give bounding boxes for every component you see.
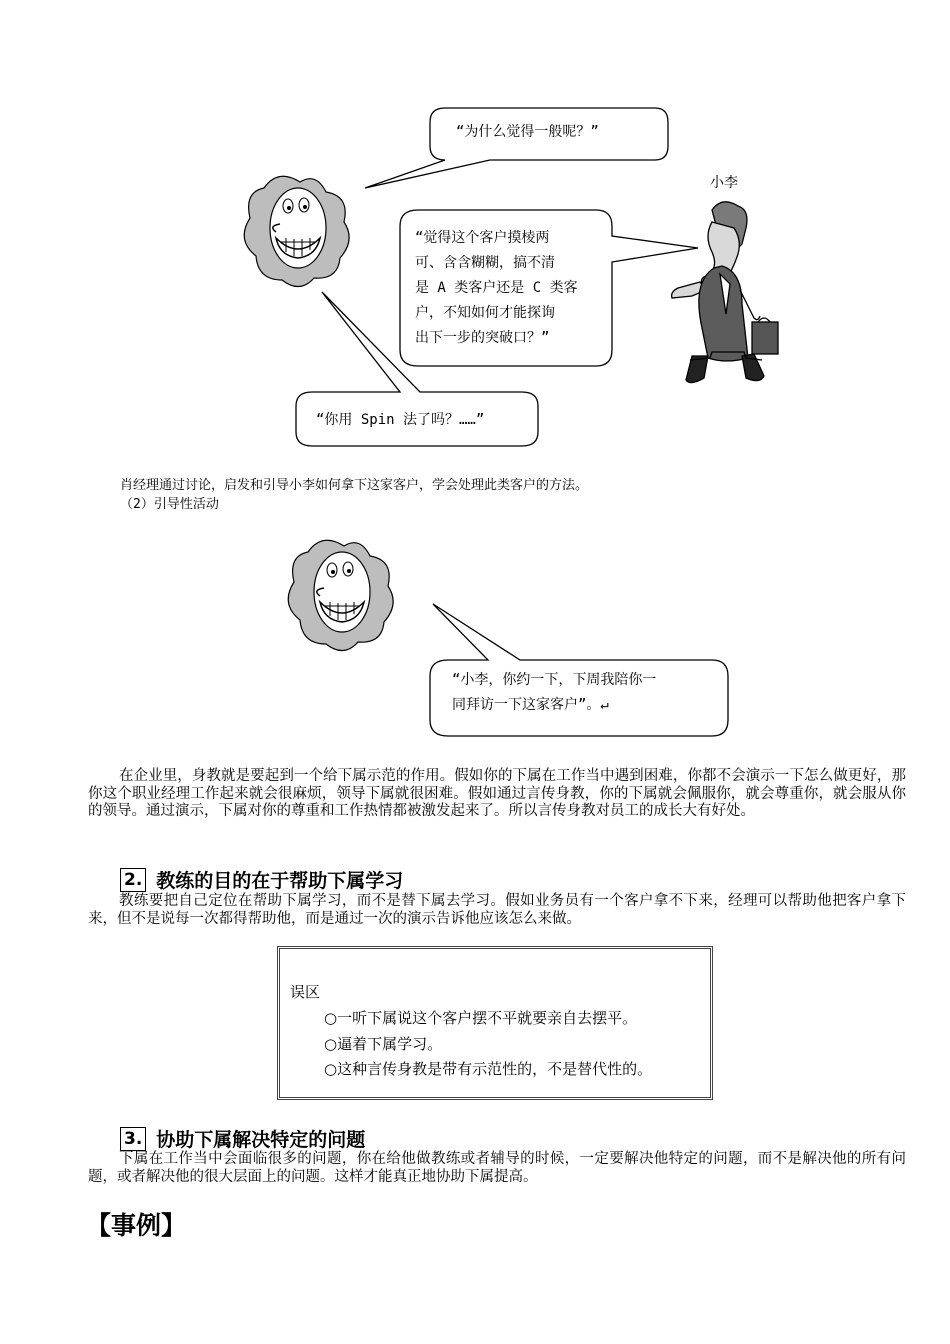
scene2-illustration xyxy=(0,520,950,760)
paragraph-demonstration: 在企业里，身教就是要起到一个给下属示范的作用。假如你的下属在工作当中遇到困难，你都不会演示一下怎么做更好，那你这个职业经理工作起来就会很麻烦，领导下属就很困难。假如通过言传身教，你的下属就会佩服你，就会尊重你，就会服从你的领导。通过演示，下属对你的尊重和工作热情都被激发起来了。所以言传身教对员工的成长大有好处。 xyxy=(88,768,906,819)
bubble-right-line: 可、含含糊糊，搞不清 xyxy=(415,255,555,271)
scene1-caption: 肖经理通过讨论，启发和引导小李如何拿下这家客户，学会处理此类客户的方法。 xyxy=(120,478,589,493)
misconception-item: ○这种言传身教是带有示范性的，不是替代性的。 xyxy=(324,1060,653,1078)
section-heading-2 xyxy=(120,866,403,893)
paragraph-specific-problems: 下属在工作当中会面临很多的问题，你在给他做教练或者辅导的时候，一定要解决他特定的问题，而不是解决他的所有问题，或者解决他的很大层面上的问题。这样才能真正地协助下属提高。 xyxy=(88,1151,906,1185)
section-title: 教练的目的在于帮助下属学习 xyxy=(156,870,404,892)
xiaoli-figure-icon xyxy=(672,202,778,383)
xiaoli-name-label: 小李 xyxy=(710,175,738,191)
misconception-box xyxy=(277,946,713,1100)
paragraph-help-learning: 教练要把自己定位在帮助下属学习，而不是替下属去学习。假如业务员有一个客户拿不下来，经理可以帮助他把客户拿下来，但不是说每一次都得帮助他，而是通过一次的演示告诉他应该怎么来做。 xyxy=(88,893,906,927)
scene2-bubble-line: 同拜访一下这家客户”。↵ xyxy=(452,697,609,713)
manager-face-icon-2 xyxy=(288,540,393,650)
section-title: 协助下属解决特定的问题 xyxy=(156,1129,366,1151)
case-study-title: 【事例】 xyxy=(86,1211,187,1240)
manager-face-icon xyxy=(244,176,349,286)
misconception-item: ○一听下属说这个客户摆不平就要亲自去摆平。 xyxy=(324,1009,638,1027)
bubble-bottom-text: “你用 Spin 法了吗？……” xyxy=(316,412,485,428)
scene2-bubble-line: “小李，你约一下，下周我陪你一 xyxy=(452,672,657,688)
section-number: 2. xyxy=(120,868,146,892)
bubble-top-text: “为什么觉得一般呢？” xyxy=(456,124,599,140)
section-heading-3 xyxy=(120,1125,365,1152)
section-number: 3. xyxy=(120,1127,146,1151)
subsection-title-guiding-activity: （2）引导性活动 xyxy=(120,497,219,512)
misconception-item: ○逼着下属学习。 xyxy=(324,1035,443,1053)
bubble-right-line: 出下一步的突破口？” xyxy=(415,330,550,346)
misconception-title: 误区 xyxy=(290,983,321,1001)
bubble-right-line: “觉得这个客户摸棱两 xyxy=(415,230,550,246)
bubble-right-line: 户，不知如何才能探询 xyxy=(415,305,555,321)
bubble-right-line: 是 A 类客户还是 C 类客 xyxy=(415,280,578,296)
